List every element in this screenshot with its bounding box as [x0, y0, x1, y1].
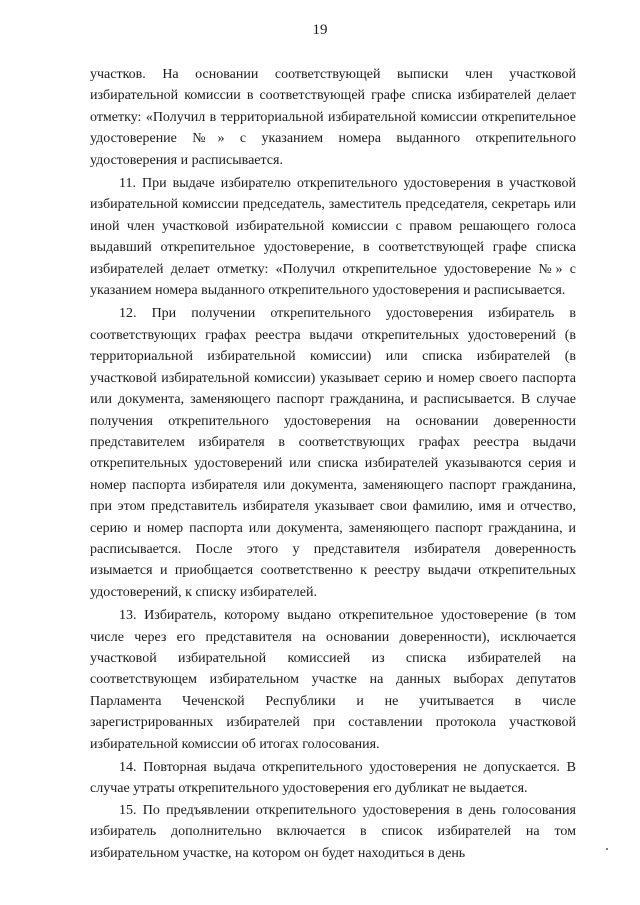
- document-body: [90, 64, 576, 864]
- paragraph-continuation: участков. На основании соответствующей выписки член участковой избирательной комиссии в соответствующей графе списка избирателей делает отметку: «Получил в территориальной избирательной комиссии открепительное удостоверение №» с указанием номера выданного открепительного удостоверения и расписывается.: [90, 67, 576, 168]
- paragraph-12: 12. При получении открепительного удостоверения избиратель в соответствующих графах реестра выдачи открепительных удостоверений (в территориальной избирательной комиссии) или списка избирателей (в участковой избирательной комиссии) указывает серию и номер своего паспорта или документа, заменяющего паспорт гражданина, и расписывается. В случае получения открепительного удостоверения на основании доверенности представителем избирателя в соответствующих графах реестра выдачи открепительных удостоверений или списка избирателей указываются серия и номер паспорта избирателя или документа, заменяющего паспорт гражданина, при этом представитель избирателя указывает свои фамилию, имя и отчество, серию и номер паспорта или документа, заменяющего паспорт гражданина, и расписывается. После этого у представителя избирателя доверенность изымается и приобщается соответственно к реестру выдачи открепительных удостоверений, к списку избирателей.: [90, 306, 576, 600]
- paragraph-15: 15. По предъявлении открепительного удостоверения в день голосования избиратель дополнительно включается в список избирателей на том избирательном участке, на котором он будет находиться в день: [90, 802, 576, 861]
- scan-speck: [606, 848, 608, 850]
- paragraph-11: 11. При выдаче избирателю открепительного удостоверения в участковой избирательной комиссии председатель, заместитель председателя, секретарь или иной член участковой избирательной комиссии с правом решающего голоса выдавший открепительное удостоверение, в соответствующей графе списка избирателей делает отметку: «Получил открепительное удостоверение №» с указанием номера выданного открепительного удостоверения и расписывается.: [90, 176, 576, 299]
- page-number: 19: [312, 22, 328, 38]
- paragraph-14: 14. Повторная выдача открепительного удостоверения не допускается. В случае утраты открепительного удостоверения его дубликат не выдается.: [90, 760, 576, 797]
- paragraph-13: 13. Избиратель, которому выдано открепительное удостоверение (в том числе через его представителя на основании доверенности), исключается участковой избирательной комиссией из списка избирателей на соответствующем избирательном участке на данных выборах депутатов Парламента Чеченской Республики и не учитывается в числе зарегистрированных избирателей при составлении протокола участковой избирательной комиссии об итогах голосования.: [90, 608, 576, 752]
